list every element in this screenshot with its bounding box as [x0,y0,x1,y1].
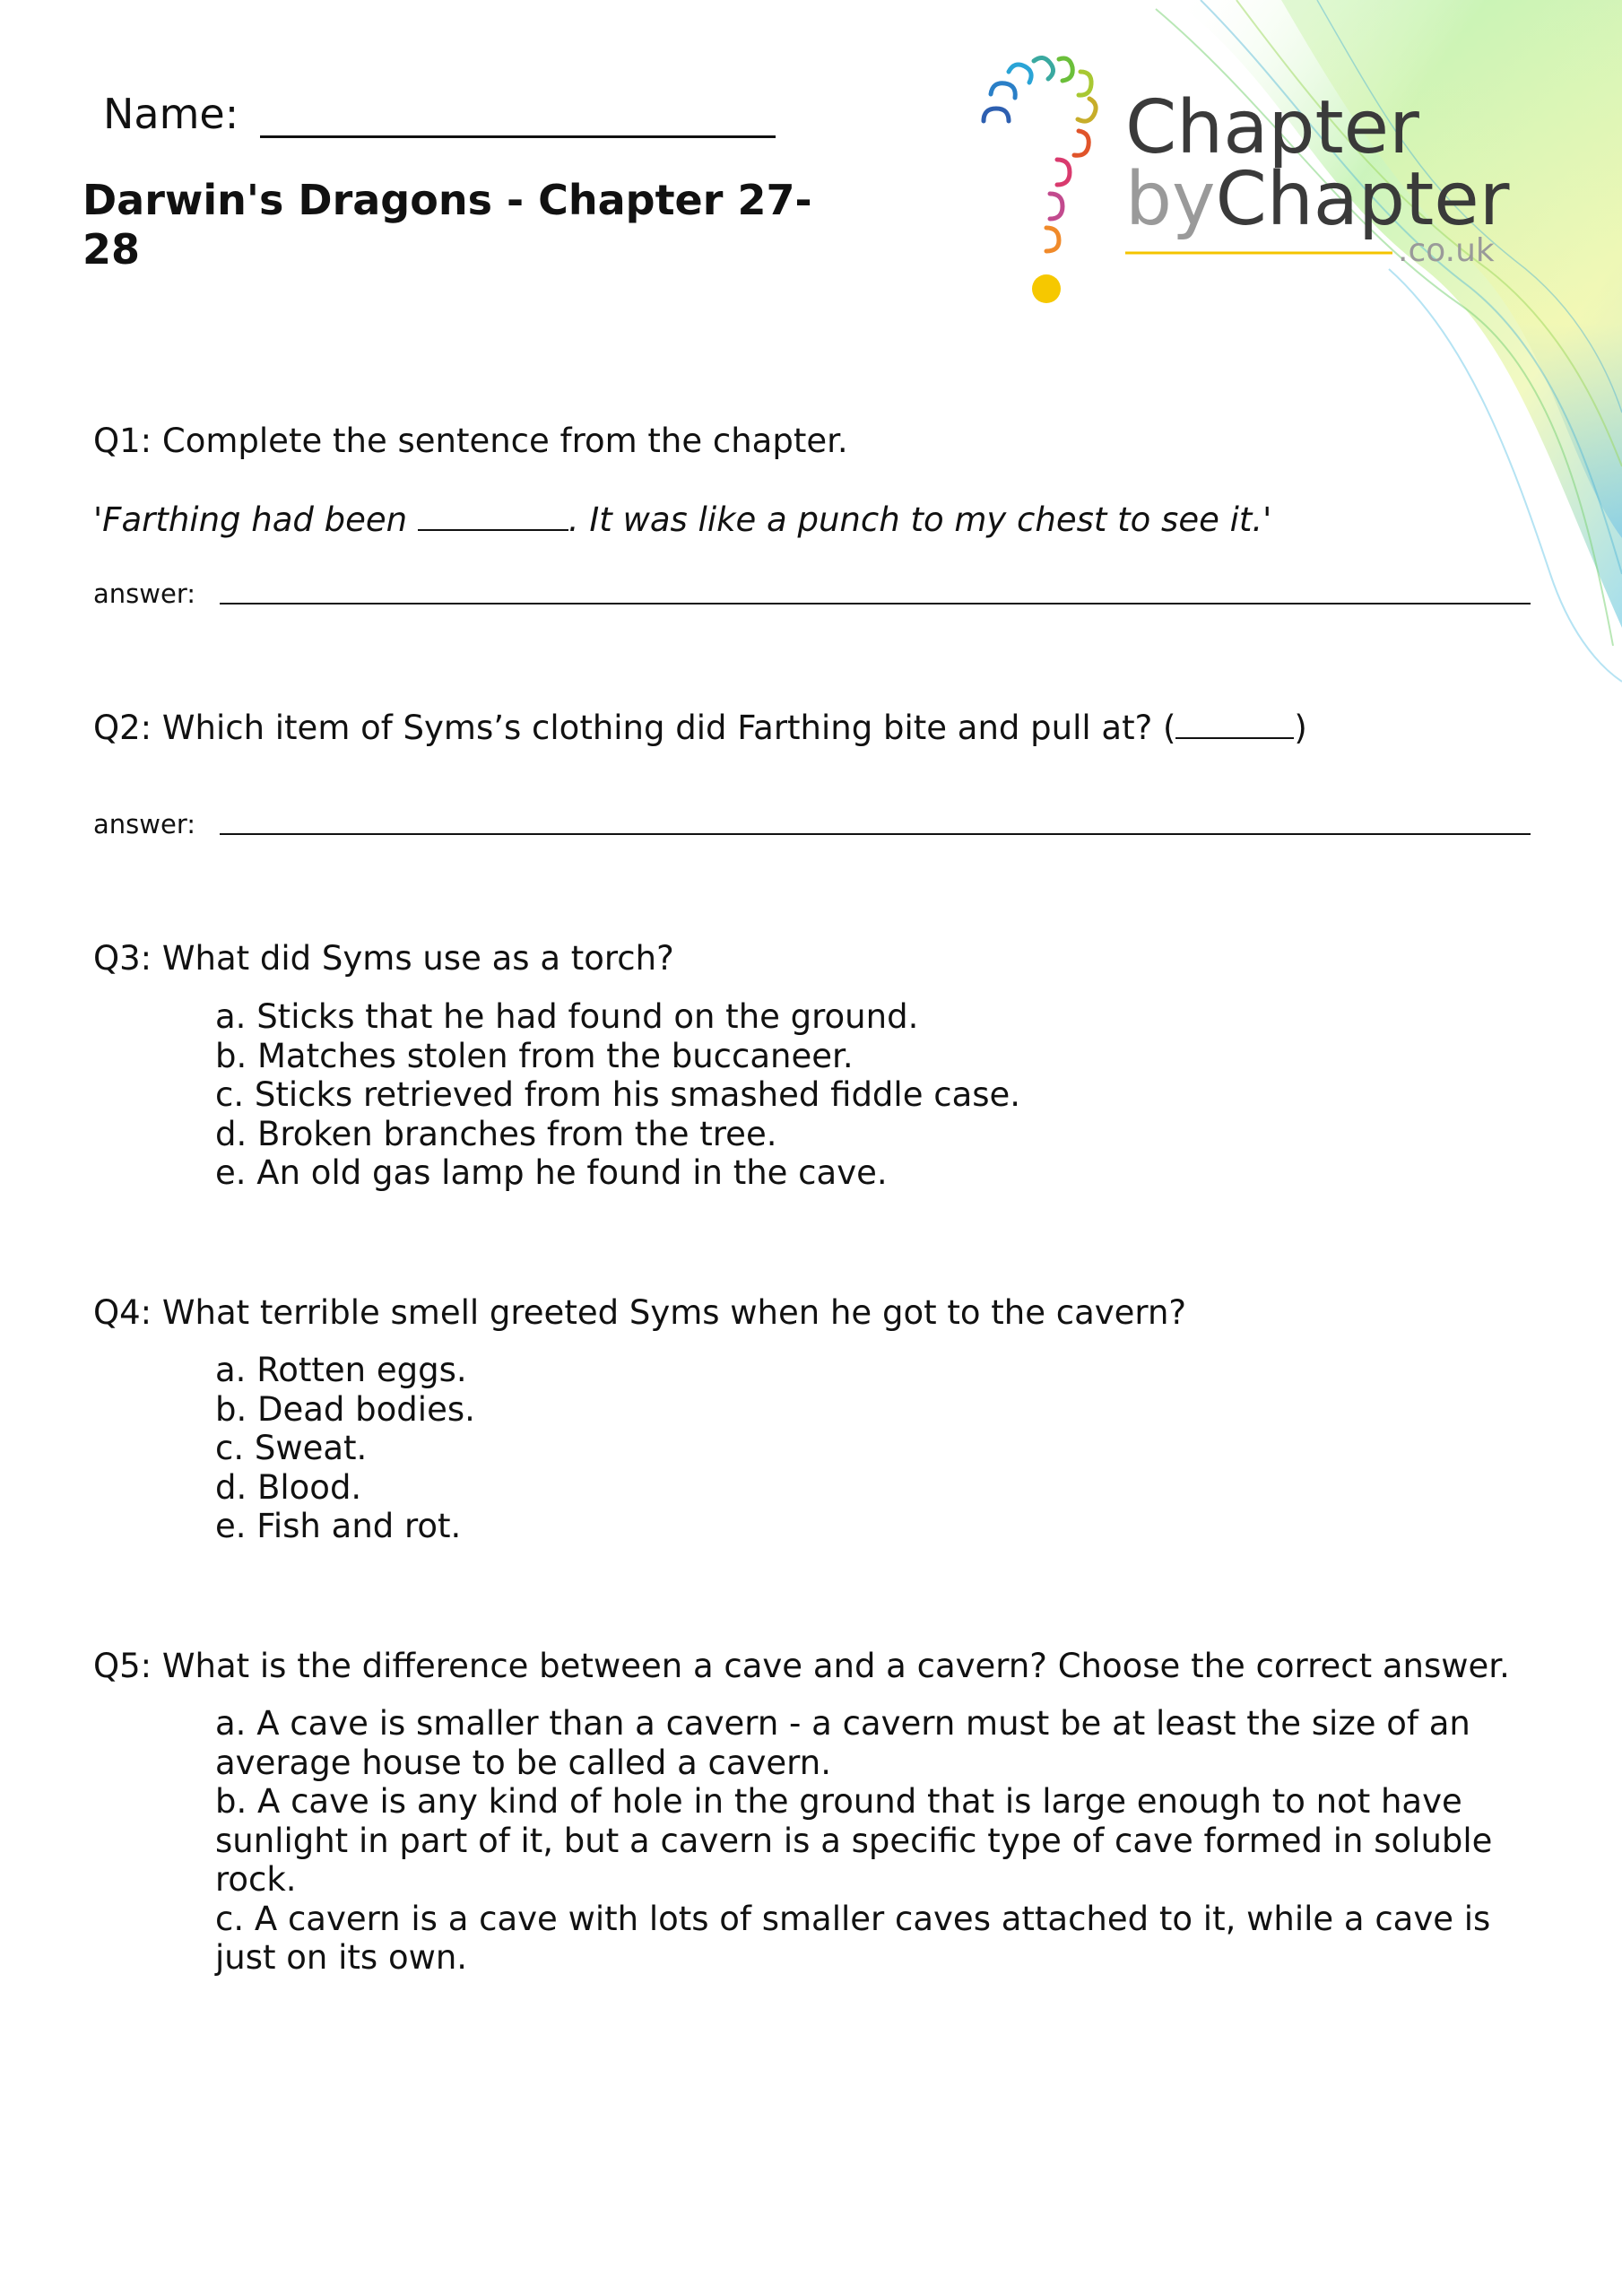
question-4 [93,1293,1186,1332]
option-b[interactable]: b. Dead bodies. [215,1389,475,1429]
quote-blank [418,529,568,531]
question-3-options [215,997,1020,1193]
name-label: Name: [103,90,239,138]
logo-word-chapter: Chapter [1125,85,1419,170]
chapter-by-chapter-logo [964,54,1538,314]
option-c[interactable]: c. Sticks retrieved from his smashed fiddle case. [215,1075,1021,1114]
question-number: Q5: [93,1647,152,1685]
question-2: Q2: Which item of Syms’s clothing did Farthing bite and pull at? ( ) [93,709,1307,747]
question-1 [93,422,848,460]
question-number: Q2: [93,709,152,747]
question-3 [93,939,674,978]
question-4-options [215,1351,475,1546]
question-number: Q1: [93,422,152,460]
question-2-blank [1175,737,1294,739]
question-text: What is the difference between a cave and a cavern? Choose the correct answer. [161,1647,1510,1685]
answer-label: answer: [93,809,196,839]
question-text: What terrible smell greeted Syms when he got to the cavern? [161,1293,1187,1332]
option-b[interactable]: b. A cave is any kind of hole in the ground that is large enough to not have sunlight in part of it, but a cavern is a specific type of cave formed in soluble rock. [215,1782,1493,1899]
book-arc-icon [984,57,1096,303]
option-d[interactable]: d. Blood. [215,1467,362,1507]
option-a[interactable]: a. Rotten eggs. [215,1351,467,1389]
option-b[interactable]: b. Matches stolen from the buccaneer. [215,1036,854,1075]
question-5-options [215,1704,1497,1978]
question-5 [93,1647,1510,1685]
option-a[interactable]: a. Sticks that he had found on the ground. [215,997,919,1036]
question-number: Q3: [93,939,152,978]
answer-label: answer: [93,578,196,609]
question-number: Q4: [93,1293,152,1332]
name-field [103,90,776,138]
question-dot-icon [1032,274,1061,303]
answer-line-q2[interactable] [220,833,1531,835]
option-d[interactable]: d. Broken branches from the tree. [215,1114,777,1153]
option-e[interactable]: e. An old gas lamp he found in the cave. [215,1153,888,1192]
name-input-line[interactable] [260,91,776,138]
question-text: Complete the sentence from the chapter. [161,422,848,460]
logo-word-by-chapter: byChapter [1125,157,1510,242]
question-1-quote: 'Farthing had been . It was like a punch to my chest to see it.' [93,500,1272,539]
option-a[interactable]: a. A cave is smaller than a cavern - a cavern must be at least the size of an average house to be called a cavern. [215,1704,1470,1782]
option-c[interactable]: c. A cavern is a cave with lots of smaller caves attached to it, while a cave is just on its own. [215,1899,1491,1977]
worksheet-title: Darwin's Dragons - Chapter 27-28 [82,176,812,274]
answer-line-q1[interactable] [220,603,1531,604]
option-e[interactable]: e. Fish and rot. [215,1507,462,1545]
question-text: What did Syms use as a torch? [161,939,674,978]
logo-domain: .co.uk [1398,232,1495,269]
option-c[interactable]: c. Sweat. [215,1429,368,1467]
